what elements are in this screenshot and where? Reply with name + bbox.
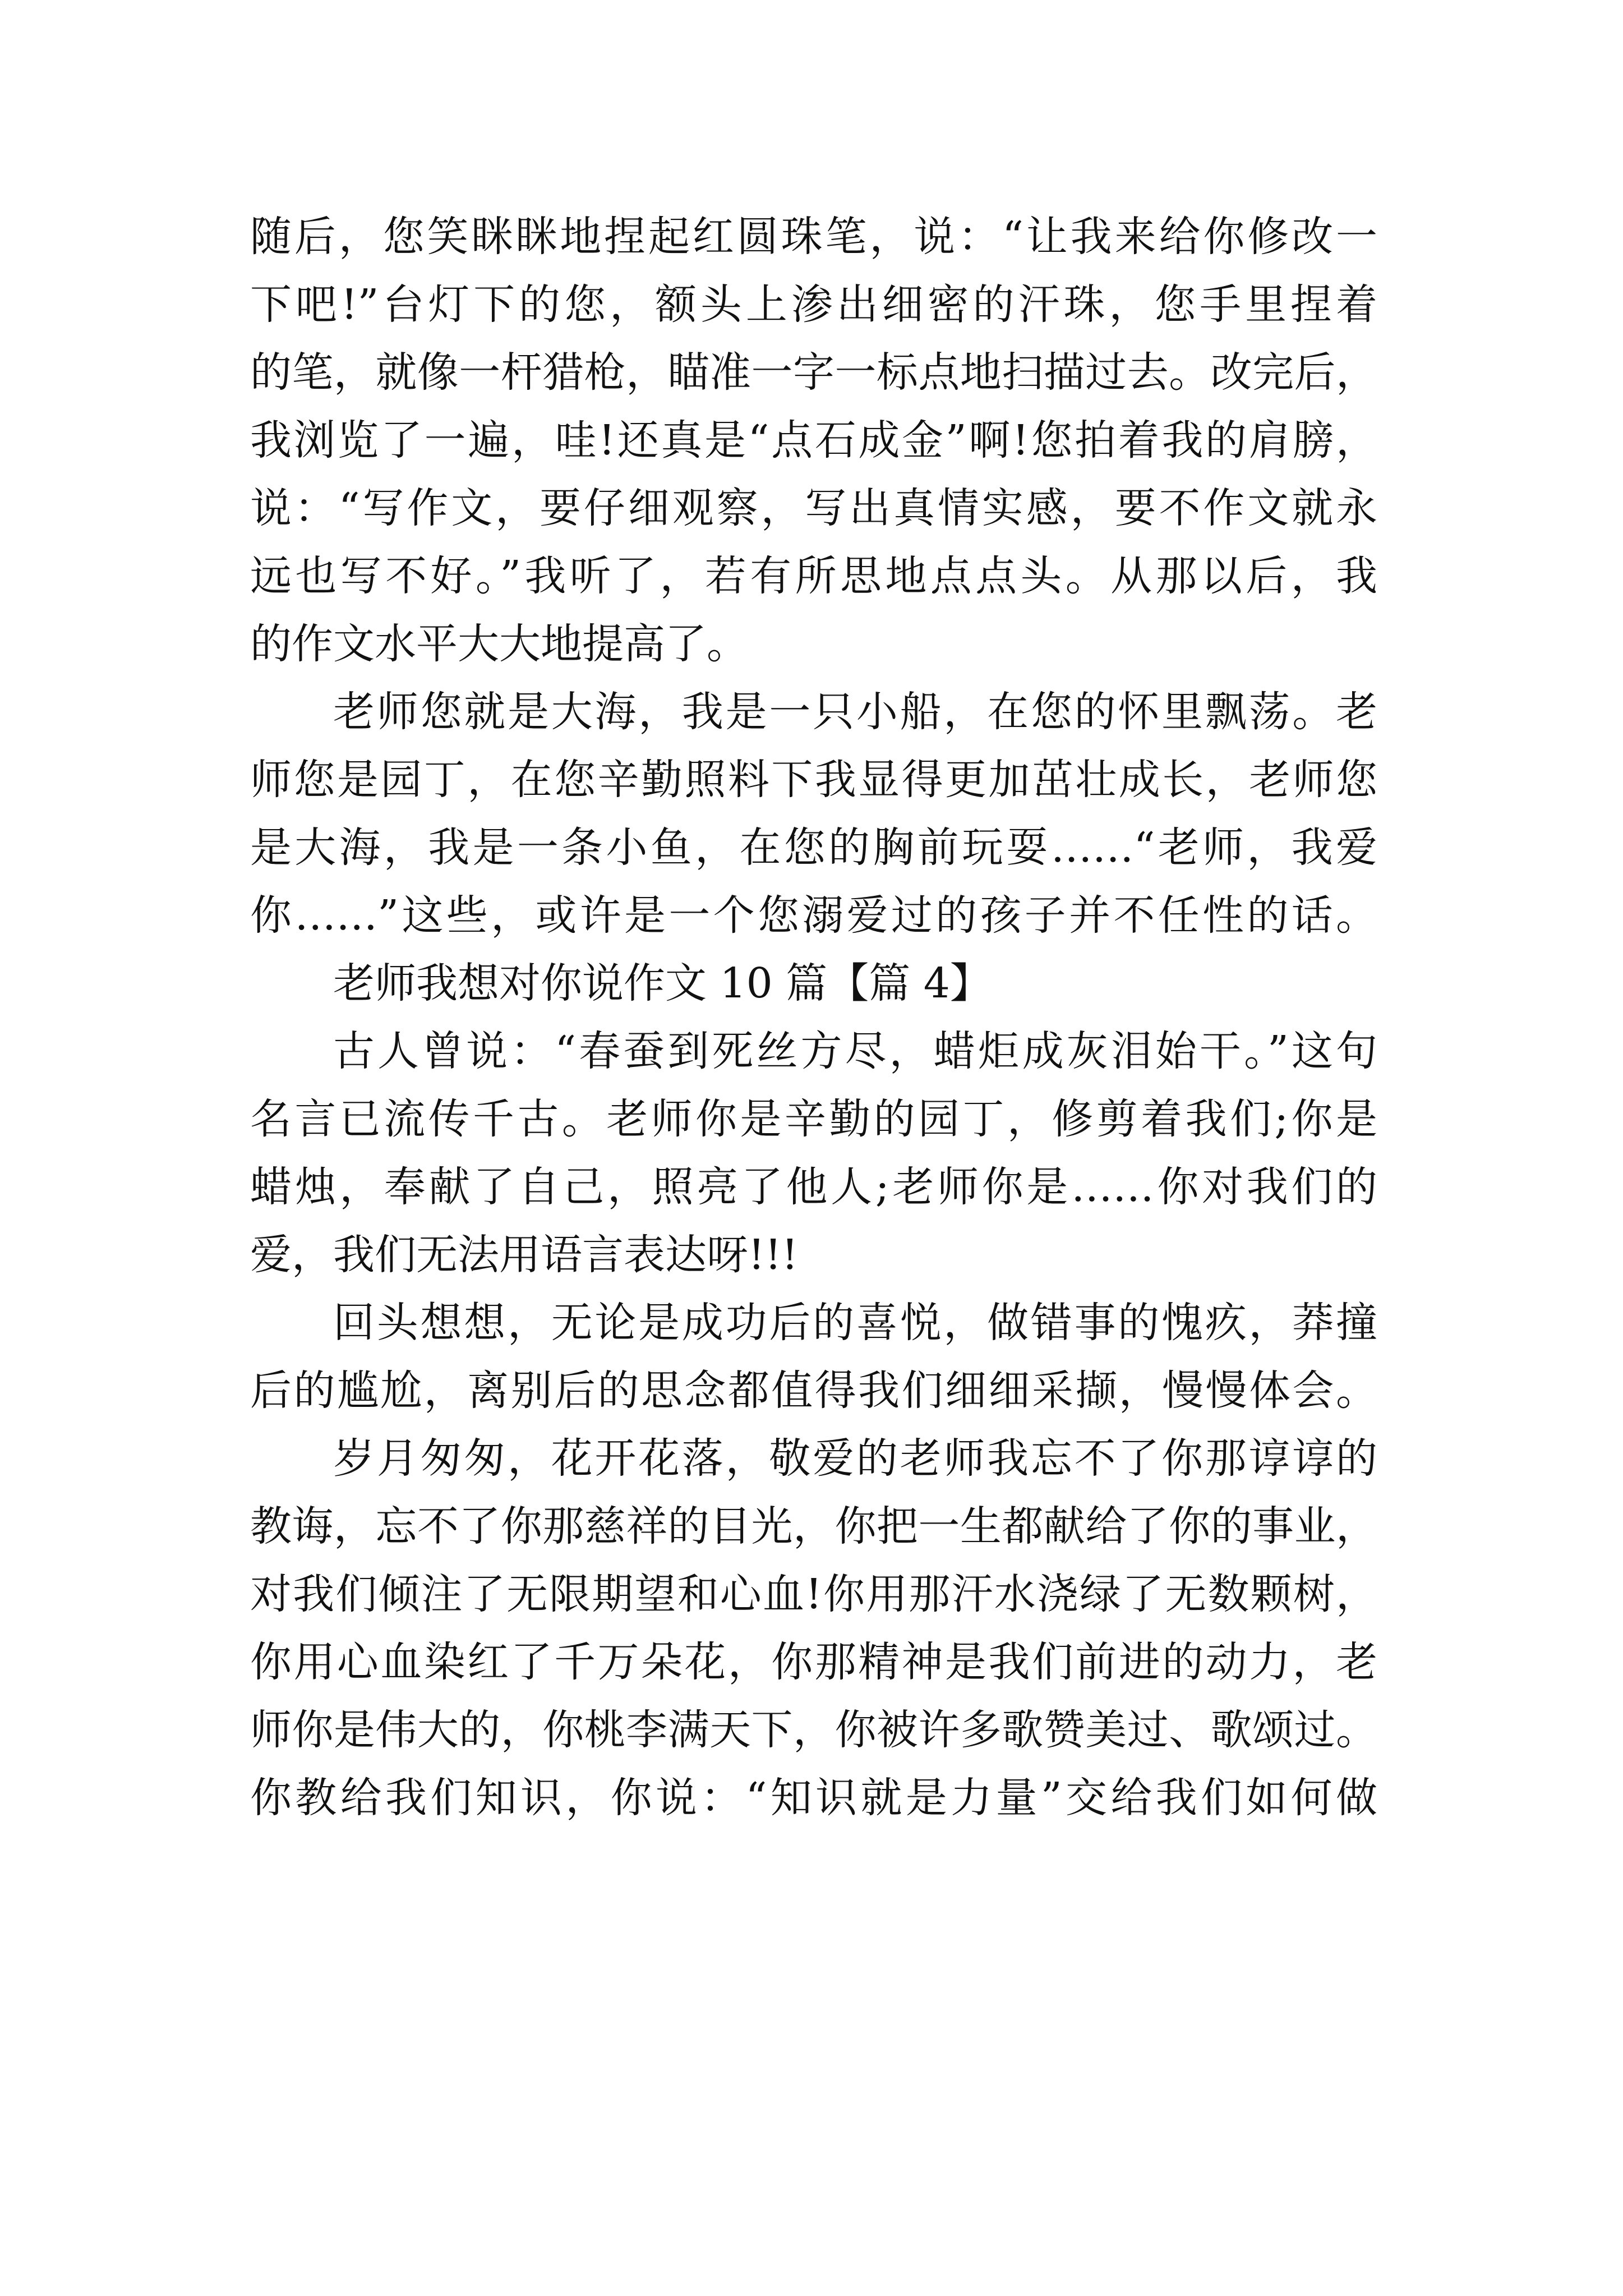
- text-line: 对我们倾注了无限期望和心血!你用那汗水浇绿了无数颗树，: [250, 1570, 1377, 1618]
- text-line: 老师您就是大海，我是一只小船，在您的怀里飘荡。老: [333, 688, 1377, 736]
- text-line: 教诲，忘不了你那慈祥的目光，你把一生都献给了你的事业，: [250, 1502, 1377, 1550]
- text-line: 下吧!”台灯下的您，额头上渗出细密的汗珠，您手里捏着: [250, 280, 1377, 329]
- document-body: [250, 203, 1377, 1832]
- text-line: 我浏览了一遍，哇!还真是“点石成金”啊!您拍着我的肩膀，: [250, 416, 1377, 464]
- text-line: 远也写不好。”我听了，若有所思地点点头。从那以后，我: [250, 552, 1377, 600]
- section-heading: [250, 950, 1377, 1018]
- text-line: 的笔，就像一杆猎枪，瞄准一字一标点地扫描过去。改完后，: [250, 348, 1377, 397]
- text-line: 你用心血染红了千万朵花，你那精神是我们前进的动力，老: [250, 1638, 1377, 1686]
- text-line: 回头想想，无论是成功后的喜悦，做错事的愧疚，莽撞: [333, 1299, 1377, 1347]
- text-line: 是大海，我是一条小鱼，在您的胸前玩耍……“老师，我爱: [250, 823, 1377, 872]
- text-line: 随后，您笑眯眯地捏起红圆珠笔，说：“让我来给你修改一: [250, 213, 1377, 261]
- text-line: 后的尴尬，离别后的思念都值得我们细细采撷，慢慢体会。: [250, 1366, 1377, 1415]
- paragraph: [250, 1425, 1377, 1832]
- paragraph: [250, 1018, 1377, 1289]
- heading-line: 老师我想对你说作文 10 篇【篇 4】: [333, 959, 992, 1007]
- paragraph: [250, 678, 1377, 950]
- text-line: 你教给我们知识，你说：“知识就是力量”交给我们如何做: [250, 1774, 1377, 1822]
- paragraph: [250, 203, 1377, 678]
- text-line: 说：“写作文，要仔细观察，写出真情实感，要不作文就永: [250, 484, 1377, 532]
- text-line: 爱，我们无法用语言表达呀!!!: [250, 1231, 799, 1279]
- text-line: 师你是伟大的，你桃李满天下，你被许多歌赞美过、歌颂过。: [250, 1706, 1377, 1754]
- text-line: 蜡烛，奉献了自己，照亮了他人;老师你是……你对我们的: [250, 1163, 1377, 1211]
- text-line: 你……”这些，或许是一个您溺爱过的孩子并不任性的话。: [250, 891, 1377, 940]
- text-line: 师您是园丁，在您辛勤照料下我显得更加茁壮成长，老师您: [250, 756, 1377, 804]
- text-line: 名言已流传千古。老师你是辛勤的园丁，修剪着我们;你是: [250, 1095, 1377, 1143]
- text-line: 古人曾说：“春蚕到死丝方尽，蜡炬成灰泪始干。”这句: [333, 1027, 1377, 1075]
- text-line: 岁月匆匆，花开花落，敬爱的老师我忘不了你那谆谆的: [333, 1434, 1377, 1483]
- text-line: 的作文水平大大地提高了。: [250, 620, 748, 668]
- paragraph: [250, 1289, 1377, 1425]
